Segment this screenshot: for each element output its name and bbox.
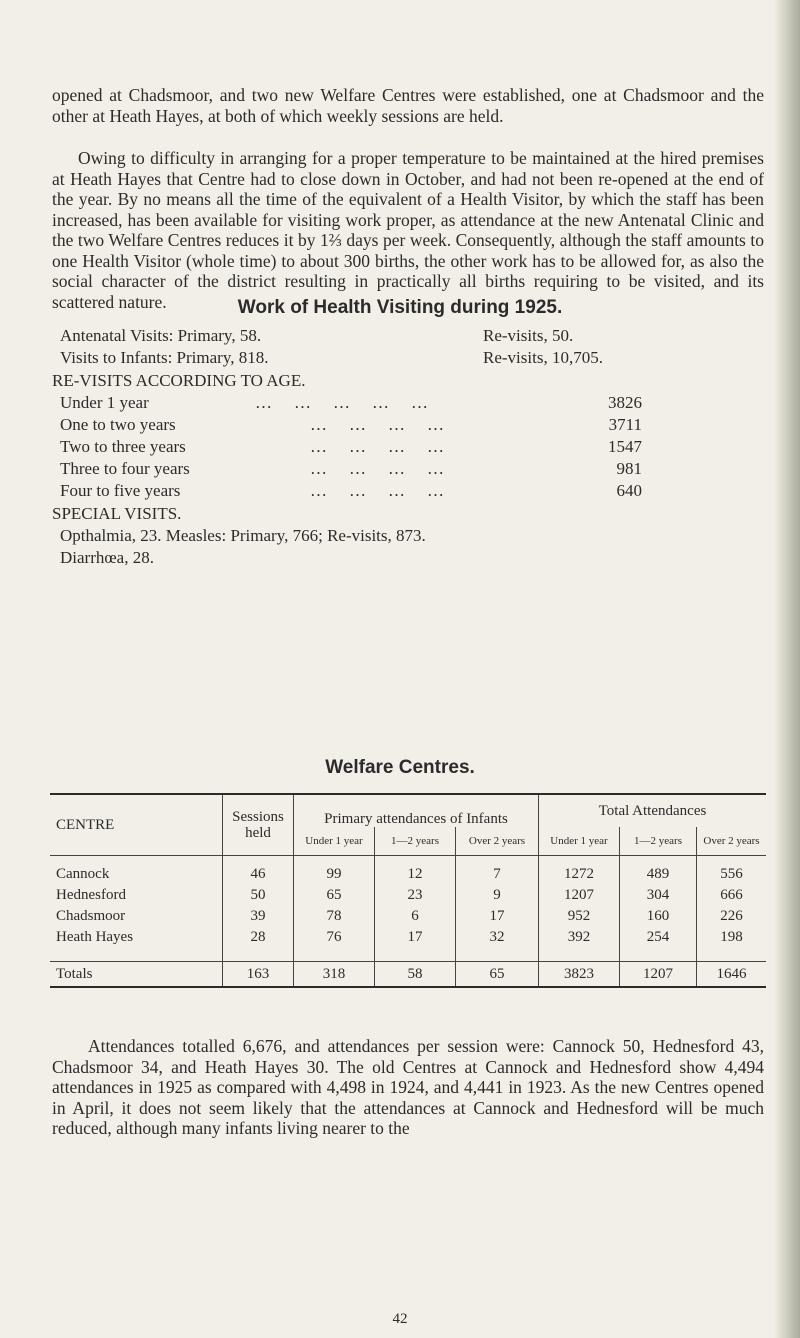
leader-dots: … … … …: [310, 415, 445, 434]
infant-revisits: Re-visits, 10,705.: [483, 348, 603, 367]
special-visits-line: Diarrhœa, 28.: [60, 548, 154, 567]
header-centre: CENTRE: [50, 794, 223, 856]
age-row-label: One to two years: [60, 415, 176, 434]
primary-over2-cell: 17: [456, 906, 539, 927]
centre-name: Chadsmoor: [56, 907, 126, 924]
header-total-over2: Over 2 years: [697, 827, 767, 856]
header-primary-attendances: Primary attendances of Infants: [294, 794, 539, 827]
age-row-label: Under 1 year: [60, 393, 149, 412]
total-over2-cell: 226: [697, 906, 767, 927]
revisits-by-age-heading: RE-VISITS ACCORDING TO AGE.: [52, 371, 306, 390]
primary-under1-total: 318: [294, 962, 375, 988]
centre-name: Hednesford: [56, 886, 126, 903]
sessions-cell: 39: [223, 906, 294, 927]
primary-over2-cell: 7: [456, 864, 539, 885]
total-under1-cell: 1272: [539, 864, 620, 885]
special-visits-heading: SPECIAL VISITS.: [52, 504, 182, 523]
total-over2-cell: 198: [697, 927, 767, 948]
total-under1-cell: 392: [539, 927, 620, 948]
total-under1-total: 3823: [539, 962, 620, 988]
leader-dots: … … … …: [310, 481, 445, 500]
total-under1-cell: 1207: [539, 885, 620, 906]
table-row: [50, 906, 766, 927]
primary-over2-cell: 9: [456, 885, 539, 906]
leader-dots: … … … …: [310, 459, 445, 478]
leader-dots: … … … … …: [255, 393, 429, 412]
age-row-value: 3711: [608, 415, 642, 434]
page-number: 42: [392, 1311, 408, 1327]
total-1-2-cell: 254: [620, 927, 697, 948]
totals-label: Totals: [50, 962, 223, 988]
primary-1-2-total: 58: [375, 962, 456, 988]
total-under1-cell: 952: [539, 906, 620, 927]
primary-1-2-cell: 23: [375, 885, 456, 906]
header-total-1-2: 1—2 years: [620, 827, 697, 856]
table-totals-row: [50, 962, 766, 988]
total-1-2-cell: 160: [620, 906, 697, 927]
age-row-value: 1547: [608, 437, 642, 456]
primary-under1-cell: 76: [294, 927, 375, 948]
work-section-heading: Work of Health Visiting during 1925.: [237, 297, 563, 318]
page-edge-shadow: [774, 0, 800, 1338]
antenatal-revisits: Re-visits, 50.: [483, 326, 574, 345]
primary-1-2-cell: 6: [375, 906, 456, 927]
primary-under1-cell: 99: [294, 864, 375, 885]
sessions-total: 163: [223, 962, 294, 988]
sessions-cell: 46: [223, 864, 294, 885]
leader-dots: … … … …: [310, 437, 445, 456]
total-over2-cell: 666: [697, 885, 767, 906]
age-row-label: Four to five years: [60, 481, 181, 500]
total-1-2-cell: 304: [620, 885, 697, 906]
table-row: [50, 885, 766, 906]
centre-name: Heath Hayes: [56, 928, 134, 945]
primary-1-2-cell: 12: [375, 864, 456, 885]
header-primary-1-2: 1—2 years: [375, 827, 456, 856]
age-row-value: 3826: [608, 393, 642, 412]
primary-over2-cell: 32: [456, 927, 539, 948]
sessions-cell: 50: [223, 885, 294, 906]
age-row-label: Two to three years: [60, 437, 186, 456]
table-row: [50, 864, 766, 885]
primary-1-2-cell: 17: [375, 927, 456, 948]
age-row-label: Three to four years: [60, 459, 190, 478]
special-visits-line: Opthalmia, 23. Measles: Primary, 766; Re-visits, 873.: [60, 526, 426, 545]
total-over2-total: 1646: [697, 962, 767, 988]
total-over2-cell: 556: [697, 864, 767, 885]
table-header-row: [50, 794, 766, 827]
header-total-attendances: Total Attendances: [539, 794, 767, 827]
infant-visits: Visits to Infants: Primary, 818.: [60, 348, 269, 367]
sessions-cell: 28: [223, 927, 294, 948]
table-row: [50, 927, 766, 948]
primary-under1-cell: 65: [294, 885, 375, 906]
welfare-section-heading: Welfare Centres.: [325, 757, 475, 778]
age-row-value: 640: [616, 481, 642, 500]
header-sessions: Sessions held: [223, 794, 294, 856]
welfare-centres-table: [50, 793, 766, 988]
age-row-value: 981: [616, 459, 642, 478]
staffing-paragraph: Owing to difficulty in arranging for a proper temperature to be maintained at the hired premises at Heath Hayes that Centre had to close down in October, and had not been re-opened at the end of the year. By no means all the time of the equivalent of a Health Visitor, by which the staff has been increased, has been available for visiting work proper, as attendance at the new Antenatal Clinic and the two Welfare Centres reduces it by 1⅔ days per week. Consequently, although the staff amounts to one Health Visitor (whole time) to about 300 births, the other work has to be allowed for, as also the social character of the district resulting in practically all births requiring to be visited, and its scattered nature.: [52, 148, 764, 312]
primary-under1-cell: 78: [294, 906, 375, 927]
header-primary-under1: Under 1 year: [294, 827, 375, 856]
attendances-paragraph: Attendances totalled 6,676, and attendances per session were: Cannock 50, Hednesford 43, Chadsmoor 34, and Heath Hayes 30. The old Centres at Cannock and Hednesford show 4,494 attendances in 1925 as compared with 4,498 in 1924, and 4,441 in 1923. As the new Centres opened in April, it does not seem likely that the attendances at Cannock and Hednesford will be much reduced, although many infants living nearer to the: [52, 1036, 764, 1138]
header-primary-over2: Over 2 years: [456, 827, 539, 856]
centre-name: Cannock: [56, 865, 110, 882]
header-total-under1: Under 1 year: [539, 827, 620, 856]
total-1-2-total: 1207: [620, 962, 697, 988]
primary-over2-total: 65: [456, 962, 539, 988]
antenatal-visits: Antenatal Visits: Primary, 58.: [60, 326, 262, 345]
total-1-2-cell: 489: [620, 864, 697, 885]
intro-paragraph: opened at Chadsmoor, and two new Welfare Centres were established, one at Chadsmoor and the other at Heath Hayes, at both of which weekly sessions are held.: [52, 85, 764, 126]
